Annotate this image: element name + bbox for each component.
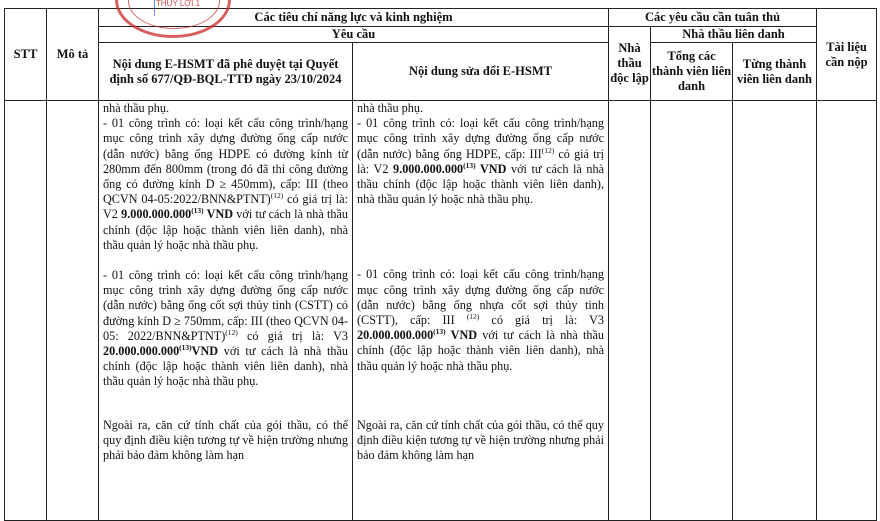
- cell-tai-lieu: [817, 101, 877, 521]
- amended-p4: Ngoài ra, căn cứ tính chất của gói thầu, có thể quy định điều kiện tương tự về hiện trường nhưng phải bảo đảm không làm hạn: [357, 417, 604, 463]
- cell-mo-ta: [47, 101, 99, 521]
- cell-tung-thanh-vien: [733, 101, 817, 521]
- header-tung-thanh-vien: Từng thành viên liên danh: [733, 43, 817, 101]
- signature-mark: [84, 0, 155, 16]
- approved-p3: - 01 công trình có: loại kết cấu công trình/hạng mục công trình xây dựng đường ống cấp nước (dẫn nước) bằng ống cốt sợi thủy tinh (CSTT) có đường kính D ≥ 750mm, cấp: III (theo QCVN 04-05: 2022/BNN&PTNT)$^{(12)}$ có giá trị là: V3 20.000.000.000$^{(13)}$VND với tư cách là nhà thầu chính (độc lập hoặc thành viên liên danh), nhà thầu quản lý hoặc nhà thầu phụ.: [103, 268, 348, 389]
- stamp-text-line2: THỦY LỢI 1: [156, 0, 201, 8]
- cell-approved-content: [99, 101, 353, 521]
- header-tong-thanh-vien: Tổng các thành viên liên danh: [651, 43, 733, 101]
- amended-p3: - 01 công trình có: loại kết cấu công trình/hạng mục công trình xây dựng đường ống cấp nước (dẫn nước) bằng ống nhựa cốt sợi thủy tinh (CSTT), cấp: III $^{(12)}$ có giá trị là: V3 20.000.000.000$^{(13)}$ VND với tư cách là nhà thầu chính (độc lập hoặc thành viên liên danh), nhà thầu quản lý hoặc nhà thầu phụ.: [357, 267, 604, 373]
- cell-doc-lap: [609, 101, 651, 521]
- header-yeu-cau: Yêu cầu: [99, 27, 609, 43]
- cell-stt: [5, 101, 47, 521]
- cell-amended-content: [353, 101, 609, 521]
- criteria-table: [4, 8, 877, 521]
- cell-tong-thanh-vien: [651, 101, 733, 521]
- amended-p1: nhà thầu phụ.: [357, 101, 424, 115]
- header-cac-tieu-chi: Các tiêu chí năng lực và kinh nghiệm: [99, 9, 609, 27]
- header-tai-lieu: Tài liệu cần nộp: [817, 9, 877, 101]
- header-mo-ta: Mô tả: [47, 9, 99, 101]
- approved-p1: nhà thầu phụ.: [103, 101, 170, 115]
- header-amended-content: Nội dung sửa đổi E-HSMT: [353, 43, 609, 101]
- header-nha-thau-lien-danh: Nhà thầu liên danh: [651, 27, 817, 43]
- header-stt: STT: [5, 9, 47, 101]
- amended-p2: - 01 công trình có: loại kết cấu công trình/hạng mục công trình xây dựng đường ống cấp nước (dẫn nước) bằng ống HDPE, cấp: III$^{(12)}$ có giá trị là: V2 9.000.000.000$^{(13)}$ VND với tư cách là nhà thầu chính (độc lập hoặc thành viên liên danh), nhà thầu quản lý hoặc nhà thầu phụ.: [357, 116, 604, 207]
- approved-p2: - 01 công trình có: loại kết cấu công trình/hạng mục công trình xây dựng đường ống cấp nước (dẫn nước) bằng ống HDPE có đường kính từ 280mm đến 800mm (trong đó đã thi công đường ống có đường kính D ≥ 450mm), cấp: III (theo QCVN 04-05:2022/BNN&PTNT)$^{(12)}$ có giá trị là: V2 9.000.000.000$^{(13)}$ VND với tư cách là nhà thầu chính (độc lập hoặc thành viên liên danh), nhà thầu quản lý hoặc nhà thầu phụ.: [103, 116, 348, 252]
- approved-p4: Ngoài ra, căn cứ tính chất của gói thầu, có thể quy định điều kiện tương tự về hiện trường nhưng phải bảo đảm không làm hạn: [103, 417, 348, 463]
- header-nha-thau-doc-lap: Nhà thầu độc lập: [609, 27, 651, 101]
- header-approved-content: Nội dung E-HSMT đã phê duyệt tại Quyết định số 677/QĐ-BQL-TTĐ ngày 23/10/2024: [99, 43, 353, 101]
- header-cac-yeu-cau: Các yêu cầu cần tuân thủ: [609, 9, 817, 27]
